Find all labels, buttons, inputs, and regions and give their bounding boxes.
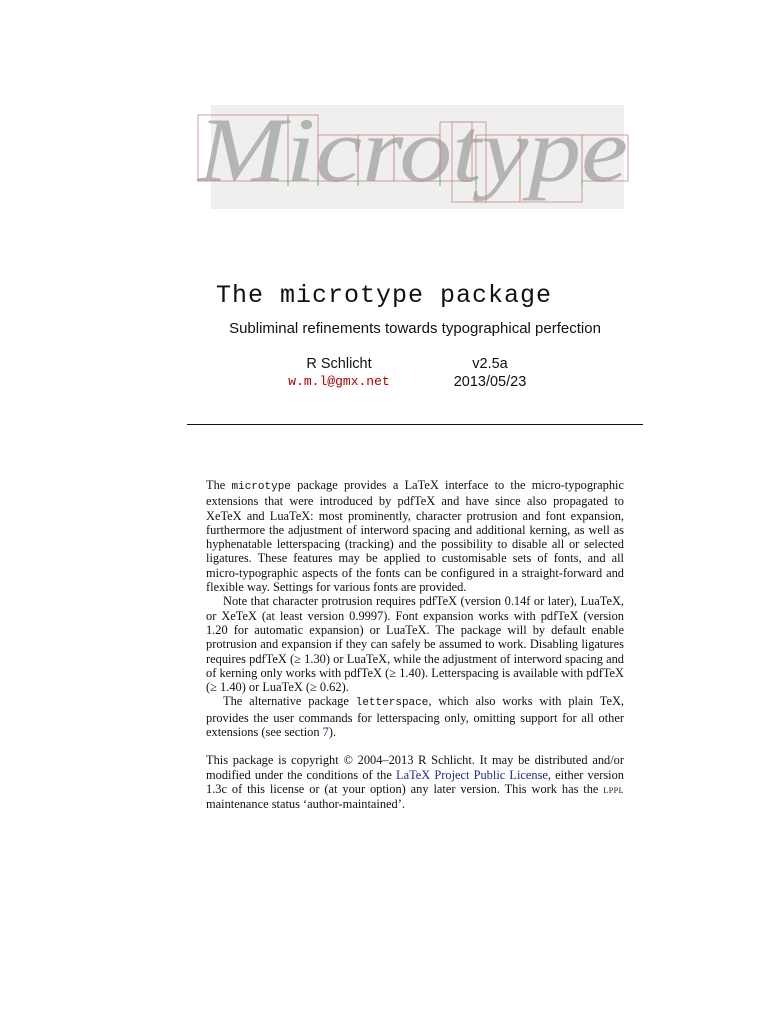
title-rule: [187, 424, 643, 425]
author-block: [258, 355, 420, 391]
text-run: The: [206, 478, 232, 492]
logo-text: Microtype: [195, 99, 628, 201]
version-block: [409, 355, 571, 391]
text-run: The alternative package: [223, 694, 356, 709]
text-run: maintenance status ‘author-maintained’.: [206, 797, 405, 812]
text-run: This package is copyright © 2004–2013 R Schlicht. It may be distributed and/or modified under the conditions of the: [206, 753, 624, 782]
license-link[interactable]: LaTeX Project Public License: [396, 767, 548, 782]
abstract-paragraph-1: [206, 478, 624, 594]
text-run: , either version 1.3c of this license or (at your option) any later version. This work has the: [206, 767, 624, 796]
author-email-link[interactable]: w.m.l@gmx.net: [288, 374, 390, 389]
lppl-abbrev: lppl: [603, 783, 624, 796]
abstract-paragraph-2: Note that character protrusion requires pdfTeX (version 0.14f or later), LuaTeX, or XeTeX (at least version 0.9997). Font expansion works with pdfTeX (version 1.20 for automatic expansion) or LuaTeX. The package will by default enable protrusion and expansion if they can safely be assumed to work. Disabling ligatures requires pdfTeX (≥ 1.30) or LuaTeX, while the adjustment of interword spacing and of kerning only works with pdfTeX (≥ 1.40). Letterspacing is available with pdfTeX (≥ 1.40) or LuaTeX (≥ 0.62).: [206, 594, 624, 695]
page-title: The microtype package: [215, 281, 553, 310]
release-date: 2013/05/23: [453, 374, 527, 390]
text-run: , which also works with plain TeX, provides the user commands for letterspacing only, omitting support for all other extensions (see section: [206, 694, 624, 740]
text-run: ).: [328, 725, 337, 740]
version-number: v2.5a: [472, 356, 508, 372]
abstract-paragraph-3: [206, 694, 624, 739]
subtitle: Subliminal refinements towards typographical perfection: [229, 320, 601, 337]
package-name: letterspace: [355, 697, 429, 710]
author-name: R Schlicht: [306, 356, 372, 372]
copyright-paragraph: [206, 753, 624, 811]
abstract: [206, 478, 624, 812]
section-ref-link[interactable]: 7: [322, 725, 329, 740]
text-run: package provides a LaTeX interface to the micro-typographic extensions that were introduced by pdfTeX and have since also propagated to XeTeX and LuaTeX: most prominently, character protrusion and font expansion, furthermore the adjustment of interword spacing and additional kerning, as well as hyphenatable letterspacing (tracking) and the possibility to disable all or selected ligatures. These features may be applied to customisable sets of fonts, and all micro-typographic aspects of the fonts can be configured in a straight-forward and flexible way. Settings for various fonts are provided.: [206, 478, 624, 595]
logo-background: [211, 105, 624, 209]
package-name: microtype: [231, 481, 291, 493]
